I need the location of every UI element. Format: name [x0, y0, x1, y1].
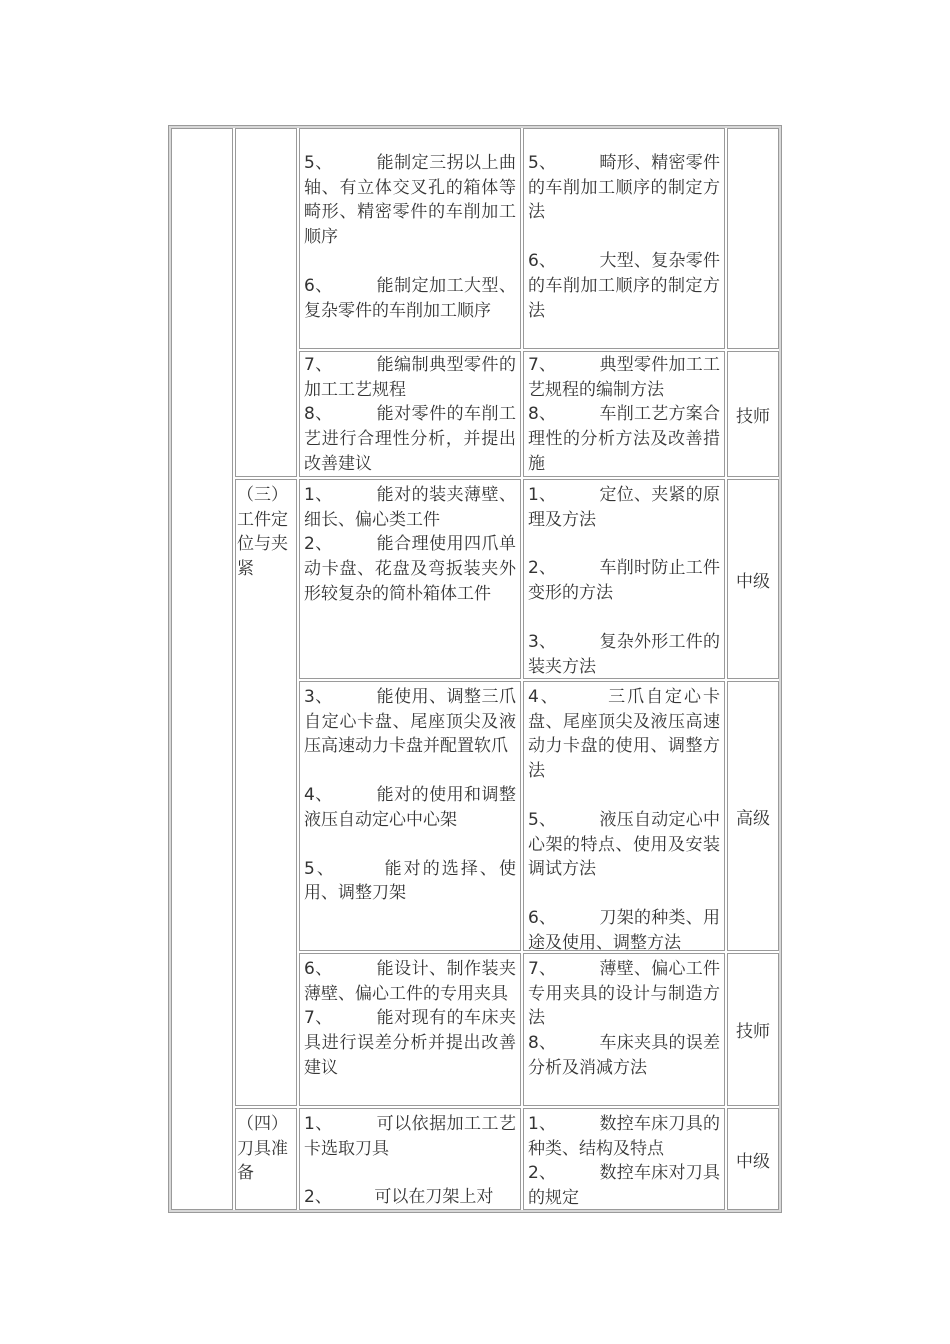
skill-item: 6、 能设计、制作装夹薄壁、偏心工件的专用夹具 [304, 959, 516, 1004]
skill-cell [299, 681, 521, 951]
knowledge-item: 7、 典型零件加工工艺规程的编制方法 [528, 355, 720, 400]
knowledge-item: 6、 刀架的种类、用途及使用、调整方法 [528, 907, 720, 953]
knowledge-cell [523, 1108, 725, 1210]
table-row [299, 128, 521, 349]
skills-table [168, 125, 782, 1213]
skill-item: 1、 能对的装夹薄壁、细长、偏心类工件 [304, 485, 516, 530]
knowledge-item: 7、 薄壁、偏心工件专用夹具的设计与制造方法 [528, 959, 720, 1029]
level-cell [727, 681, 779, 951]
knowledge-item: 3、 复杂外形工件的装夹方法 [528, 631, 720, 677]
skill-item: 6、 能制定加工大型、复杂零件的车削加工顺序 [304, 275, 516, 321]
knowledge-cell [523, 351, 725, 477]
skill-item: 8、 能对零件的车削工艺进行合理性分析，并提出改善建议 [304, 404, 516, 474]
knowledge-item: 1、 数控车床刀具的种类、结构及特点 [528, 1114, 720, 1159]
col-occupation-cell [171, 128, 233, 1210]
knowledge-item: 6、 大型、复杂零件的车削加工顺序的制定方法 [528, 251, 720, 321]
category-label: （三）工件定位与夹紧 [237, 485, 288, 580]
level-label: 中级 [736, 1151, 770, 1172]
skill-item: 2、 能合理使用四爪单动卡盘、花盘及弯扳装夹外形较复杂的简朴箱体工件 [304, 534, 516, 604]
knowledge-cell [523, 953, 725, 1106]
skill-cell [299, 479, 521, 679]
category-cell-empty [235, 128, 297, 477]
knowledge-item: 1、 定位、夹紧的原理及方法 [528, 485, 720, 530]
level-label: 高级 [736, 808, 770, 829]
category-cell [235, 479, 297, 1106]
knowledge-item: 2、 数控车床对刀具的规定 [528, 1163, 720, 1209]
level-cell [727, 953, 779, 1106]
level-cell [727, 351, 779, 477]
level-cell [727, 128, 779, 349]
skill-item: 3、 能使用、调整三爪自定心卡盘、尾座顶尖及液压高速动力卡盘并配置软爪 [304, 687, 516, 757]
skill-item: 5、 能制定三拐以上曲轴、有立体交叉孔的箱体等畸形、精密零件的车削加工顺序 [304, 153, 516, 248]
knowledge-item: 4、 三爪自定心卡盘、尾座顶尖及液压高速动力卡盘的使用、调整方法 [528, 687, 720, 782]
knowledge-item: 5、 液压自动定心中心架的特点、使用及安装调试方法 [528, 809, 720, 880]
knowledge-cell [523, 479, 725, 679]
knowledge-item: 8、 车床夹具的误差分析及消减方法 [528, 1033, 720, 1078]
level-label: 中级 [736, 571, 770, 592]
skill-item: 4、 能对的使用和调整液压自动定心中心架 [304, 785, 516, 830]
level-label: 技师 [736, 406, 770, 427]
skill-item: 2、 可以在刀架上对 [304, 1187, 494, 1208]
skill-item: 1、 可以依据加工工艺卡选取刀具 [304, 1114, 516, 1159]
knowledge-item: 8、 车削工艺方案合理性的分析方法及改善措施 [528, 404, 720, 474]
category-label: （四）刀具准备 [237, 1114, 288, 1184]
skill-cell [299, 1108, 521, 1210]
skill-cell [299, 953, 521, 1106]
level-label: 技师 [736, 1022, 770, 1042]
level-cell [727, 479, 779, 679]
knowledge-cell [523, 128, 725, 349]
knowledge-item: 2、 车削时防止工件变形的方法 [528, 558, 720, 604]
knowledge-cell [523, 681, 725, 951]
skill-item: 5、 能对的选择、使用、调整刀架 [304, 858, 516, 904]
category-cell [235, 1108, 297, 1210]
knowledge-item: 5、 畸形、精密零件的车削加工顺序的制定方法 [528, 153, 720, 223]
skill-item: 7、 能对现有的车床夹具进行误差分析并提出改善建议 [304, 1008, 516, 1078]
skill-cell [299, 351, 521, 477]
skill-item: 7、 能编制典型零件的加工工艺规程 [304, 355, 516, 400]
level-cell [727, 1108, 779, 1210]
